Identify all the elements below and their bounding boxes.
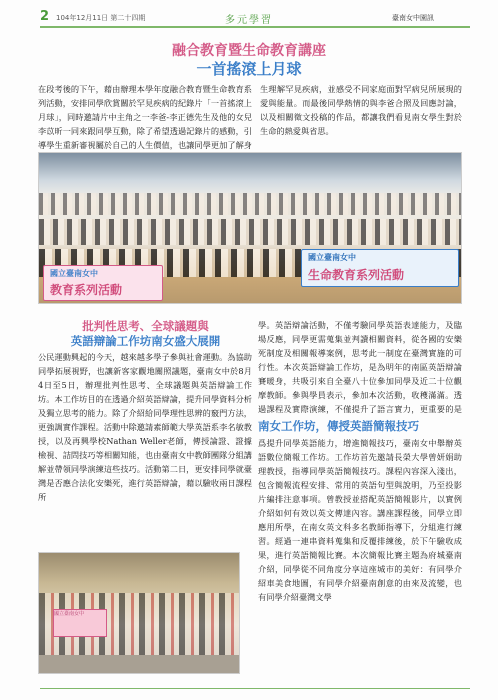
- banner-right: [301, 249, 459, 287]
- article2-left-column: 公民運動興起的今天，越來越多學子參與社會運動。為協助同學拓展視野，也讓新客家觀地關照議題，臺南女中於8月4日至5日，辦理批判性思考、全球議題與英語辯論工作坊。本工作坊目的在透過介紹英語辯論，提升同學資料分析及獨立思考的能力。除了介紹給同學理性思辨的竅門方法，更強調實作課程。活動中除邀請素師範大學英語系李名敏教授，以及再興學校Nathan Weller老師，傳授論證、證據檢視、詰問技巧等相關知能，也由臺南女中教師團隊分組講解並帶領同學演練這些技巧。活動第二日，更安排同學就臺灣是否應合法化安樂死，進行英語辯論，藉以驗收兩日課程所: [38, 352, 252, 502]
- school-sign: 國立臺南女中: [53, 609, 107, 637]
- issue-date: 104年12月11日 第二十四期: [56, 14, 146, 22]
- crowd-row: [39, 219, 461, 245]
- workshop-group-photo: [38, 552, 240, 674]
- banner-left-line2: 教育系列活動: [50, 283, 123, 297]
- article2-title-line1: 批判性思考、全球議題與: [82, 319, 209, 333]
- header-divider: [40, 26, 470, 28]
- banner-right-line1: 國立臺南女中: [308, 253, 356, 262]
- school-name: 臺南女中園訊: [392, 14, 434, 22]
- article1-right-column: 生理解罕見疾病，並感受不同家庭面對罕病兒所展現的愛與能量。而最後同學熱情的與李爸合照及回應討論，以及相關徵文投稿的作品，都讓我們看見南女學生對於生命的熱愛與省思。: [260, 84, 462, 136]
- article2-title-line2: 英語辯論工作坊南女盛大展開: [70, 334, 221, 348]
- crowd-row: [39, 193, 461, 215]
- banner-left-line1: 國立臺南女中: [50, 269, 98, 278]
- article1-title: 融合教育暨生命教育講座: [172, 43, 326, 59]
- article3-title: 南女工作坊，傳授英語簡報技巧: [258, 419, 419, 433]
- lecture-group-photo: [38, 152, 462, 304]
- page-number: 2: [40, 9, 50, 24]
- banner-right-line2: 生命教育系列活動: [308, 268, 405, 282]
- banner-left: [43, 265, 163, 301]
- article1-left-column: 在段考後的下午，藉由辦理本學年度融合教育暨生命教育系列活動，安排同學欣賞關於罕見疾病的紀錄片「一首搖滾上月球」，同時邀請片中主角之一李爸-李正德先生及他的女兒李苡昕一同來跟同學互動，除了希望透過記錄片的感動，引導學生重新審視屬於自己的人生價值，也讓同學更加了解身: [38, 84, 252, 150]
- footer-divider: [40, 688, 470, 689]
- article3-body: 爲提升同學英語能力，增進簡報技巧，臺南女中舉辦英語數位簡報工作坊。工作坊首先邀請長榮大學曾妍娟助理教授，指導同學英語簡報技巧。課程內容深入淺出，包含簡報流程安排、常用的英語句型與說明，乃至投影片編排注意事項。曾教授並搭配英語簡報影片，以實例介紹如何有效以英文傳達內容。講座課程後，同學立即應用所學，在南女英文科多名教師指導下，分組進行練習。經過一連串資料蒐集和反覆排練後，於下午驗收成果，進行英語簡報比賽。本次簡報比賽主題為府城臺南介紹，同學從不同角度分享這座城市的美好：有同學介紹車美食地圖，有同學介紹臺南創意的由來及流變，也有同學介紹臺灣文學: [258, 438, 462, 602]
- page-header: [0, 0, 498, 28]
- article1-subtitle: 一首搖滾上月球: [196, 60, 302, 78]
- ground: [39, 655, 239, 673]
- section-title: 多元學習: [225, 15, 273, 26]
- article2-right-column: 學。英語辯論活動，不僅考驗同學英語表達能力，及臨場反應，同學更需蒐集並判讀相關資料，從各國的安樂死制度及相關報導案例，思考此一制度在臺灣實施的可行性。本次英語辯論工作坊，是為明年的南區英語辯論賽暖身，共吸引來自全臺八十位參加同學及近二十位觀摩教師。參與學員表示，參加本次活動，收穫滿滿。透過課程及實際演練，不僅提升了語言實力，更重要的是: [258, 320, 462, 414]
